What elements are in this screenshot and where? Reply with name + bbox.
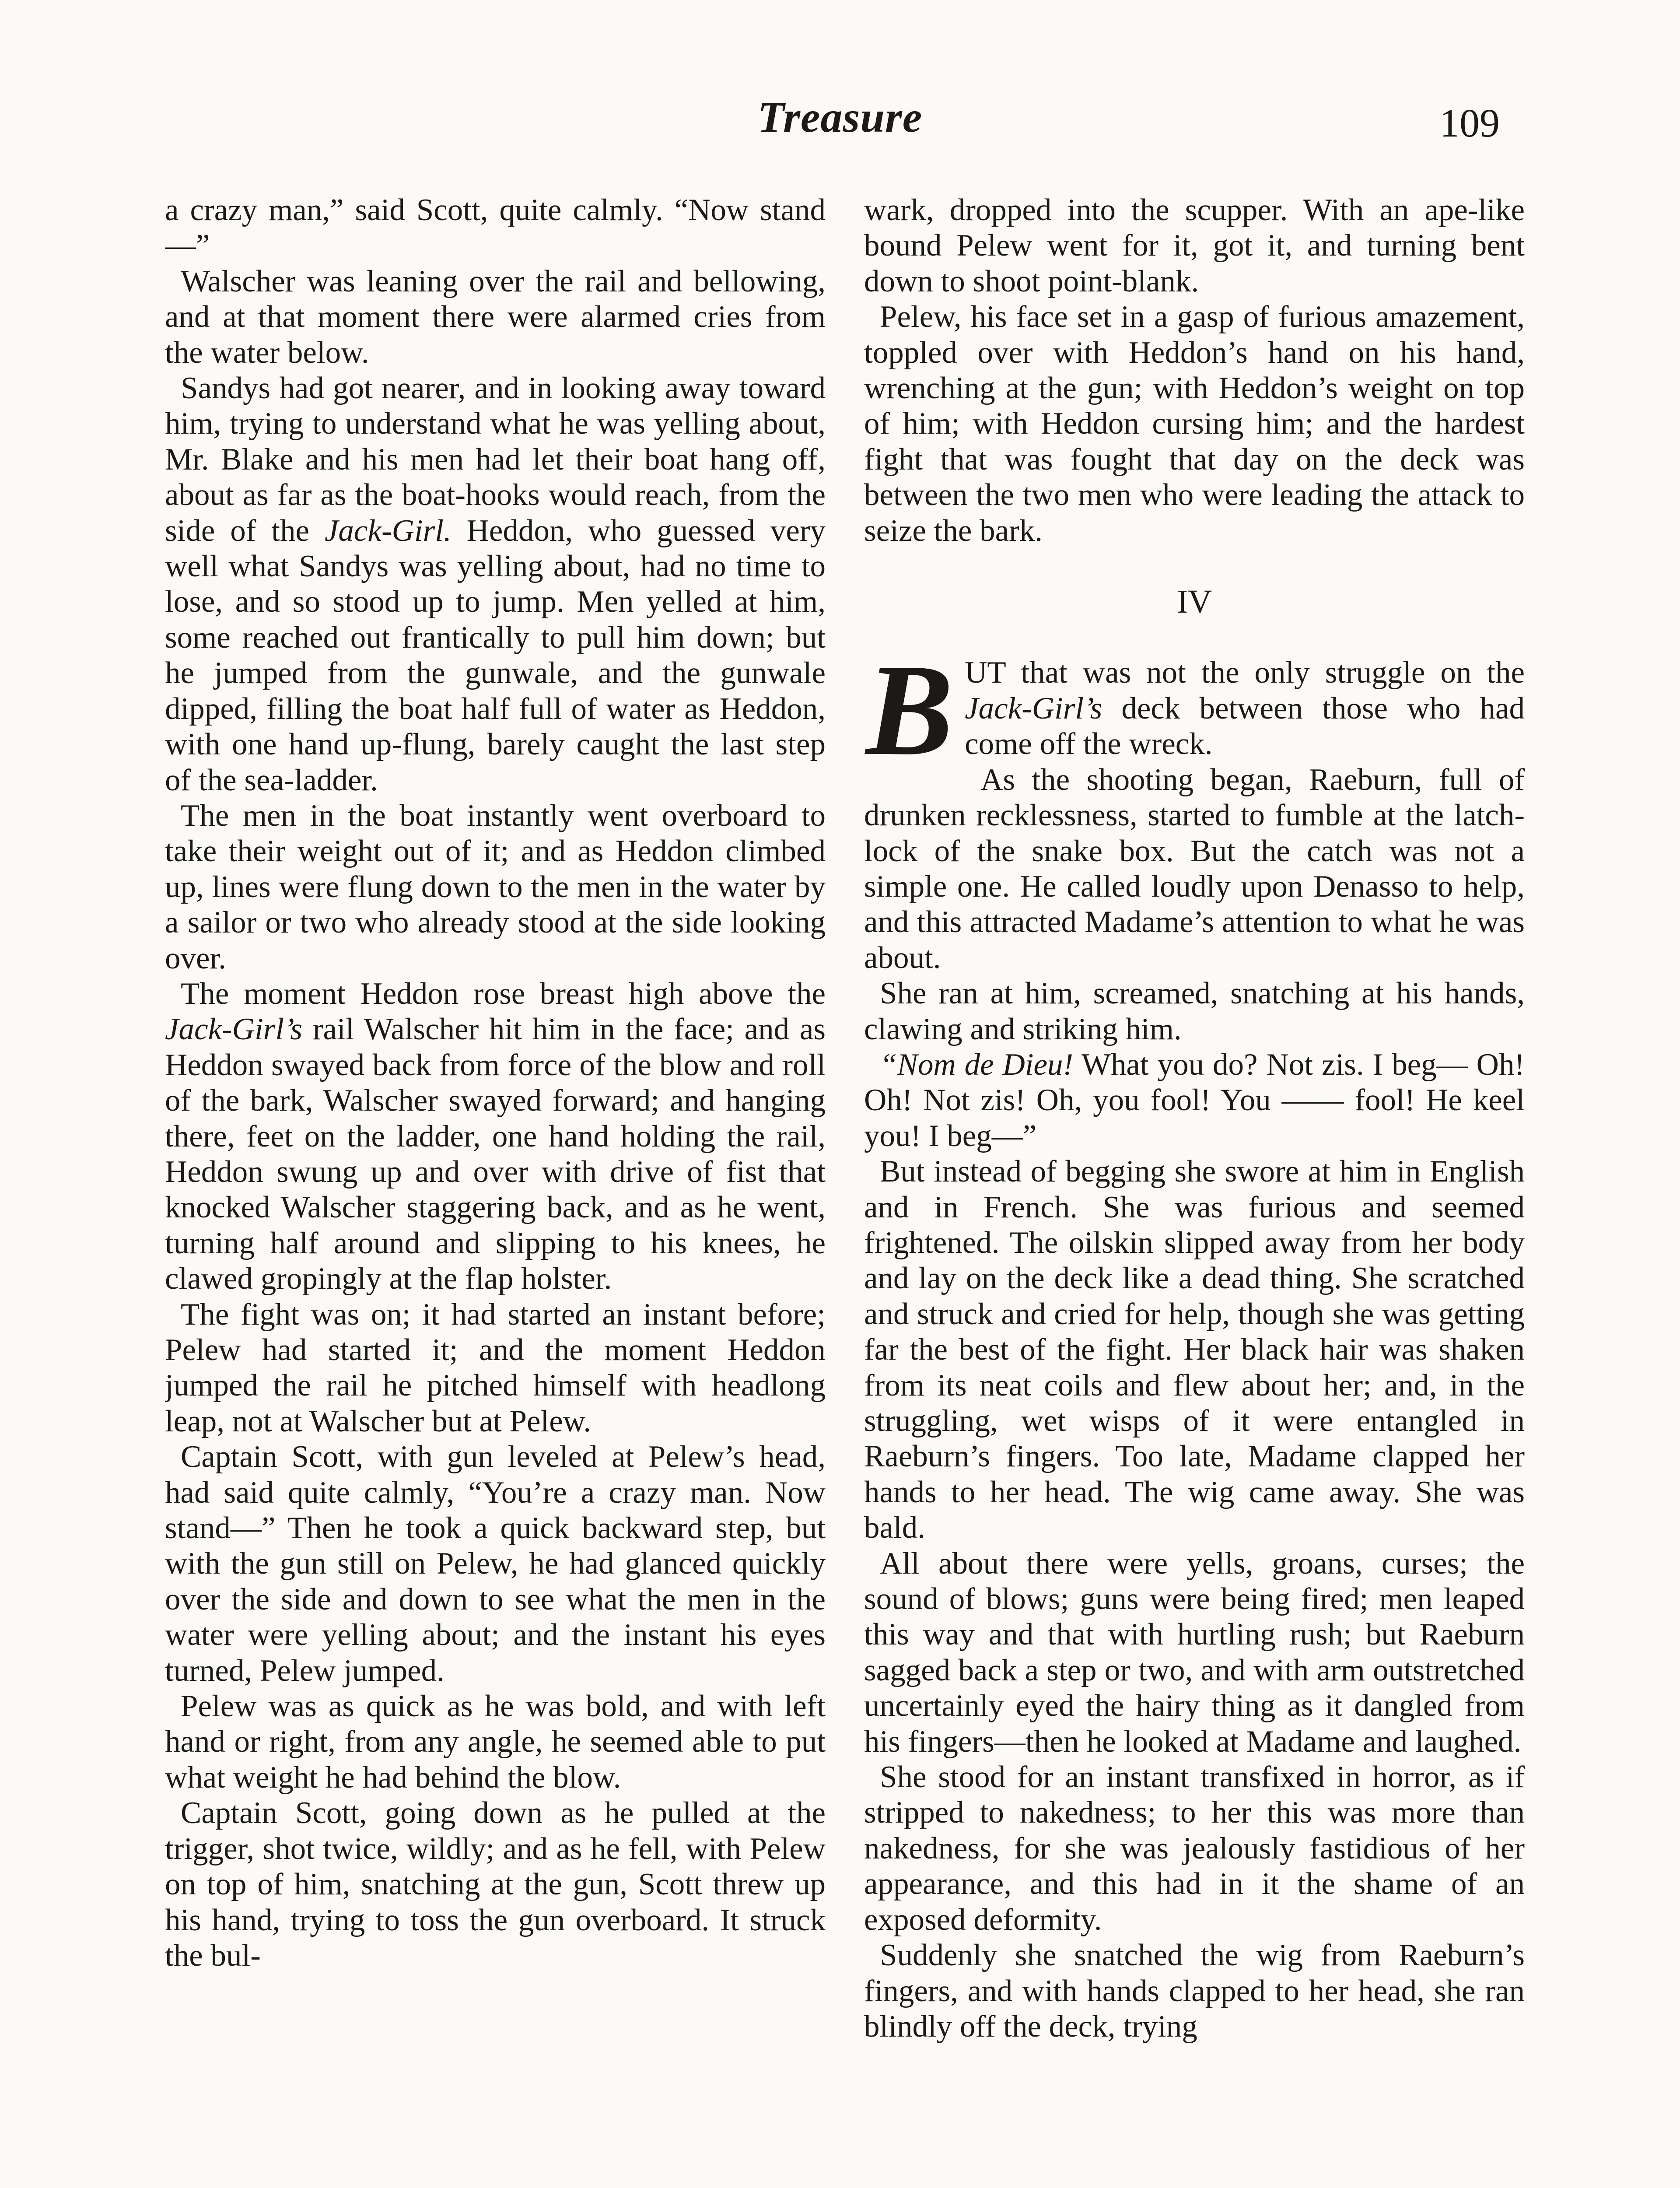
text-run: deck between those who had come off the wreck. bbox=[965, 691, 1525, 761]
paragraph: She stood for an instant transfixed in horror, as if stripped to nakedness; to her this was more than nakedness, for she was jealously fastidious of her appearance, and this had in it the shame of an exposed deformity. bbox=[864, 1760, 1525, 1937]
ship-name: Jack-Girl’s bbox=[965, 691, 1102, 726]
paragraph: Captain Scott, with gun leveled at Pelew’s head, had said quite calmly, “You’re a crazy man. Now stand—” Then he took a quick backward step, but with the gun still on Pelew, he had glanced quickly over the side and down to see what the men in the water were yelling about; and the instant his eyes turned, Pelew jumped. bbox=[165, 1440, 826, 1688]
running-title: Treasure bbox=[757, 93, 923, 141]
paragraph bbox=[165, 371, 826, 798]
paragraph bbox=[864, 1047, 1525, 1154]
paragraph: wark, dropped into the scupper. With an ape-like bound Pelew went for it, got it, and turning bent down to shoot point-blank. bbox=[864, 193, 1525, 298]
paragraph: a crazy man,” said Scott, quite calmly. “Now stand—” bbox=[165, 193, 826, 263]
paragraph: As the shooting began, Raeburn, full of drunken recklessness, started to fumble at the latch-lock of the snake box. But the catch was not a simple one. He called loudly upon Denasso to help, and this attracted Madame’s attention to what he was about. bbox=[864, 762, 1525, 975]
paragraph: Walscher was leaning over the rail and bellowing, and at that moment there were alarmed cries from the water below. bbox=[165, 264, 826, 370]
section-heading: IV bbox=[1176, 583, 1212, 621]
ship-name: Jack-Girl. bbox=[324, 513, 452, 548]
paragraph bbox=[165, 976, 826, 1297]
paragraph: The men in the boat instantly went overboard to take their weight out of it; and as Heddon climbed up, lines were flung down to the men in the water by a sailor or two who already stood at the side looking over. bbox=[165, 798, 826, 975]
paragraph: But instead of begging she swore at him in English and in French. She was furious and seemed frightened. The oilskin slipped away from her body and lay on the deck like a dead thing. She scratched and struck and cried for help, though she was getting far the best of the fight. Her black hair was shaken from its neat coils and flew about her; and, in the struggling, wet wisps of it were entangled in Raeburn’s fingers. Too late, Madame clapped her hands to her head. The wig came away. She was bald. bbox=[864, 1154, 1525, 1545]
paragraph bbox=[864, 637, 1525, 783]
drop-cap: B bbox=[866, 637, 954, 783]
paragraph: Captain Scott, going down as he pulled at the trigger, shot twice, wildly; and as he fell, with Pelew on top of him, snatching at the gun, Scott threw up his hand, trying to toss the gun overboard. It struck the bul- bbox=[165, 1796, 826, 1973]
paragraph: All about there were yells, groans, curses; the sound of blows; guns were being fired; men leaped this way and that with hurtling rush; but Raeburn sagged back a step or two, and with arm outstretched uncertainly eyed the hairy thing as it dangled from his fingers—then he looked at Madame and laughed. bbox=[864, 1546, 1525, 1759]
page-number: 109 bbox=[1439, 101, 1500, 145]
text-run: Sandys had got nearer, and in looking away toward him, trying to understand what he was yelling about, Mr. Blake and his men had let their boat hang off, about as far as the boat-hooks would reach, from the side of the bbox=[165, 371, 826, 548]
text-run: rail Walscher hit him in the face; and as Heddon swayed back from force of the blow and roll of the bark, Walscher swayed forward; and hanging there, feet on the ladder, one hand holding the rail, Heddon swung up and over with drive of fist that knocked Walscher staggering back, and as he went, turning half around and slipping to his knees, he clawed gropingly at the flap holster. bbox=[165, 1012, 826, 1296]
page-header bbox=[0, 88, 1680, 158]
paragraph: Pelew was as quick as he was bold, and with left hand or right, from any angle, he seemed able to put what weight he had behind the blow. bbox=[165, 1689, 826, 1795]
right-column bbox=[864, 193, 1525, 2188]
paragraph: She ran at him, screamed, snatching at his hands, clawing and striking him. bbox=[864, 976, 1525, 1046]
left-column bbox=[165, 193, 826, 2188]
paragraph: Pelew, his face set in a gasp of furious amazement, toppled over with Heddon’s hand on his hand, wrenching at the gun; with Heddon’s weight on top of him; with Heddon cursing him; and the hardest fight that was fought that day on the deck was between the two men who were leading the attack to seize the bark. bbox=[864, 300, 1525, 548]
ship-name: Jack-Girl’s bbox=[165, 1012, 303, 1047]
text-run: UT that was not the only struggle on the bbox=[965, 656, 1525, 690]
french-phrase: “Nom de Dieu! bbox=[880, 1047, 1074, 1082]
text-run: Heddon, who guessed very well what Sandys was yelling about, had no time to lose, and so stood up to jump. Men yelled at him, some reached out frantically to pull him down; but he jumped from the gunwale, and the gunwale dipped, filling the boat half full of water as Heddon, with one hand up-flung, barely caught the last step of the sea-ladder. bbox=[165, 513, 826, 797]
paragraph: The fight was on; it had started an instant before; Pelew had started it; and the moment Heddon jumped the rail he pitched himself with headlong leap, not at Walscher but at Pelew. bbox=[165, 1297, 826, 1438]
text-run: The moment Heddon rose breast high above the bbox=[181, 976, 826, 1011]
text-run: What you do? Not zis. I beg— Oh! Oh! Not zis! Oh, you fool! You —— fool! He keel you! I beg—” bbox=[864, 1047, 1525, 1153]
paragraph: Suddenly she snatched the wig from Raeburn’s fingers, and with hands clapped to her head, she ran blindly off the deck, trying bbox=[864, 1938, 1525, 2044]
